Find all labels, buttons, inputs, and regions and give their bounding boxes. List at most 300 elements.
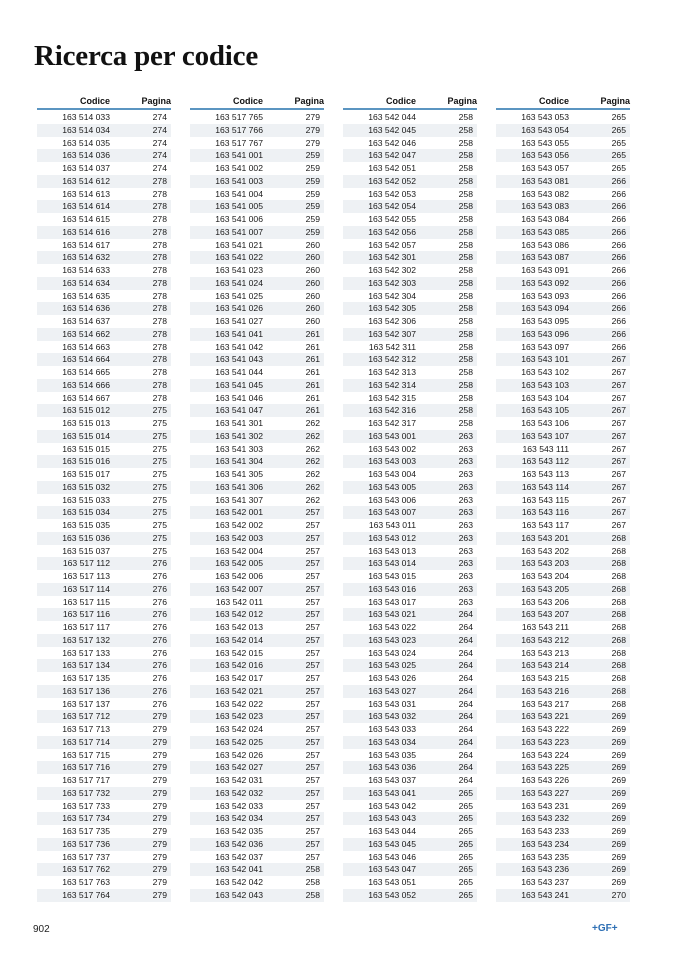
table-row — [190, 621, 324, 634]
code-cell: 163 517 134 — [62, 660, 110, 671]
table-row — [343, 353, 477, 366]
page-cell: 263 — [458, 507, 473, 518]
code-cell: 163 542 312 — [368, 354, 416, 365]
table-row — [343, 162, 477, 175]
page-cell: 265 — [611, 150, 626, 161]
code-cell: 163 543 092 — [521, 277, 569, 288]
code-cell: 163 543 091 — [521, 265, 569, 275]
code-cell: 163 514 612 — [62, 175, 110, 186]
code-cell: 163 515 014 — [62, 430, 110, 441]
table-row — [343, 213, 477, 226]
table-row — [343, 251, 477, 264]
code-cell: 163 514 667 — [62, 392, 110, 403]
code-cell: 163 542 047 — [368, 150, 416, 161]
index-column-4 — [496, 95, 630, 902]
table-row — [190, 302, 324, 315]
table-row — [343, 341, 477, 354]
page-cell: 258 — [458, 150, 473, 161]
table-row — [37, 838, 171, 851]
code-cell: 163 542 001 — [215, 507, 263, 518]
code-cell: 163 543 205 — [521, 583, 569, 594]
code-cell: 163 542 037 — [215, 851, 263, 862]
code-cell: 163 543 036 — [368, 762, 416, 773]
code-cell: 163 542 027 — [215, 762, 263, 773]
code-cell: 163 514 665 — [62, 367, 110, 377]
code-cell: 163 542 032 — [215, 787, 263, 798]
table-row — [190, 532, 324, 545]
code-cell: 163 542 026 — [215, 749, 263, 760]
code-cell: 163 542 017 — [215, 673, 263, 683]
code-cell: 163 543 026 — [368, 673, 416, 683]
code-cell: 163 542 302 — [368, 265, 416, 275]
table-row — [190, 213, 324, 226]
table-row — [37, 519, 171, 532]
table-row — [496, 290, 630, 303]
page-cell: 266 — [611, 328, 626, 339]
index-column-2 — [190, 95, 324, 902]
code-cell: 163 543 046 — [368, 851, 416, 862]
page-cell: 263 — [458, 494, 473, 505]
code-cell: 163 542 007 — [215, 583, 263, 594]
code-cell: 163 543 241 — [521, 889, 569, 900]
rows-container — [496, 111, 630, 902]
table-row — [37, 761, 171, 774]
code-cell: 163 517 734 — [62, 813, 110, 824]
table-row — [37, 710, 171, 723]
code-cell: 163 543 037 — [368, 775, 416, 785]
page-cell: 266 — [611, 226, 626, 237]
page-cell: 275 — [152, 545, 167, 556]
page-cell: 278 — [152, 379, 167, 390]
table-row — [496, 175, 630, 188]
page-cell: 257 — [305, 609, 320, 620]
page-cell: 258 — [458, 316, 473, 326]
code-cell: 163 542 034 — [215, 813, 263, 824]
table-row — [190, 608, 324, 621]
table-row — [190, 328, 324, 341]
table-row — [190, 404, 324, 417]
code-cell: 163 542 011 — [215, 596, 263, 607]
table-row — [496, 481, 630, 494]
table-row — [343, 277, 477, 290]
rows-container — [37, 111, 171, 902]
page-cell: 274 — [152, 150, 167, 161]
table-row — [190, 851, 324, 864]
code-cell: 163 541 301 — [215, 418, 263, 428]
page-cell: 279 — [152, 800, 167, 811]
page-cell: 279 — [305, 112, 320, 122]
table-row — [190, 124, 324, 137]
code-cell: 163 541 045 — [215, 379, 263, 390]
table-row — [343, 876, 477, 889]
table-row — [343, 774, 477, 787]
brand-logo: +GF+ — [592, 923, 618, 934]
page-cell: 269 — [611, 749, 626, 760]
page-cell: 258 — [458, 290, 473, 301]
table-row — [190, 723, 324, 736]
table-row — [496, 137, 630, 150]
table-row — [496, 634, 630, 647]
page-cell: 263 — [458, 443, 473, 454]
page-cell: 257 — [305, 660, 320, 671]
page-cell: 278 — [152, 175, 167, 186]
code-cell: 163 543 083 — [521, 201, 569, 212]
page-cell: 258 — [458, 137, 473, 148]
page-cell: 278 — [152, 239, 167, 250]
page-cell: 257 — [305, 558, 320, 569]
table-row — [190, 430, 324, 443]
code-cell: 163 543 202 — [521, 545, 569, 556]
page-cell: 257 — [305, 571, 320, 581]
table-row — [190, 162, 324, 175]
table-row — [190, 876, 324, 889]
code-cell: 163 542 042 — [215, 877, 263, 887]
code-cell: 163 543 054 — [521, 124, 569, 135]
table-row — [343, 302, 477, 315]
table-row — [343, 532, 477, 545]
page-cell: 269 — [611, 724, 626, 734]
table-row — [343, 863, 477, 876]
table-row — [496, 596, 630, 609]
code-cell: 163 541 044 — [215, 367, 263, 377]
table-row — [37, 647, 171, 660]
page-cell: 276 — [152, 698, 167, 709]
page-cell: 266 — [611, 277, 626, 288]
page-cell: 268 — [611, 558, 626, 569]
table-row — [190, 889, 324, 902]
code-cell: 163 543 201 — [521, 532, 569, 543]
page-cell: 269 — [611, 838, 626, 849]
code-cell: 163 543 216 — [521, 685, 569, 696]
page-cell: 269 — [611, 800, 626, 811]
code-cell: 163 517 112 — [62, 558, 110, 569]
table-row — [343, 379, 477, 392]
page-cell: 279 — [152, 851, 167, 862]
page-cell: 258 — [305, 877, 320, 887]
table-row — [37, 162, 171, 175]
page-cell: 259 — [305, 188, 320, 199]
page-cell: 268 — [611, 622, 626, 632]
code-cell: 163 515 016 — [62, 456, 110, 467]
page-cell: 259 — [305, 214, 320, 224]
page-cell: 259 — [305, 226, 320, 237]
table-row — [190, 838, 324, 851]
code-cell: 163 543 043 — [368, 813, 416, 824]
code-cell: 163 515 017 — [62, 469, 110, 479]
table-row — [37, 277, 171, 290]
page-cell: 278 — [152, 265, 167, 275]
page-cell: 257 — [305, 685, 320, 696]
code-cell: 163 542 004 — [215, 545, 263, 556]
table-row — [496, 430, 630, 443]
code-cell: 163 543 231 — [521, 800, 569, 811]
code-cell: 163 543 053 — [521, 112, 569, 122]
code-cell: 163 543 234 — [521, 838, 569, 849]
code-cell: 163 543 111 — [522, 443, 569, 454]
code-cell: 163 515 012 — [62, 405, 110, 416]
page-cell: 260 — [305, 277, 320, 288]
table-row — [496, 838, 630, 851]
code-cell: 163 542 035 — [215, 826, 263, 836]
page-cell: 258 — [458, 367, 473, 377]
table-row — [496, 506, 630, 519]
table-row — [190, 787, 324, 800]
page-cell: 261 — [305, 341, 320, 352]
table-row — [496, 647, 630, 660]
page-cell: 257 — [305, 787, 320, 798]
column-header — [37, 95, 171, 110]
code-cell: 163 514 616 — [62, 226, 110, 237]
table-row — [343, 239, 477, 252]
column-header — [190, 95, 324, 110]
table-row — [190, 825, 324, 838]
table-row — [496, 251, 630, 264]
table-row — [190, 200, 324, 213]
code-cell: 163 542 315 — [368, 392, 416, 403]
table-row — [343, 621, 477, 634]
table-row — [190, 111, 324, 124]
table-row — [343, 749, 477, 762]
page-cell: 258 — [458, 354, 473, 365]
page-cell: 262 — [305, 430, 320, 441]
table-row — [496, 876, 630, 889]
page-cell: 263 — [458, 520, 473, 530]
table-row — [37, 749, 171, 762]
page-cell: 266 — [611, 188, 626, 199]
code-cell: 163 543 086 — [521, 239, 569, 250]
table-row — [37, 723, 171, 736]
table-row — [190, 137, 324, 150]
table-row — [37, 124, 171, 137]
page-cell: 258 — [458, 163, 473, 173]
page-cell: 258 — [458, 341, 473, 352]
page-cell: 257 — [305, 622, 320, 632]
page-cell: 267 — [611, 430, 626, 441]
code-cell: 163 514 033 — [62, 112, 110, 122]
table-row — [190, 239, 324, 252]
table-row — [37, 570, 171, 583]
code-cell: 163 517 764 — [62, 889, 110, 900]
page-cell: 266 — [611, 303, 626, 314]
code-cell: 163 541 027 — [215, 316, 263, 326]
page-cell: 260 — [305, 252, 320, 263]
table-row — [496, 379, 630, 392]
page-cell: 264 — [458, 622, 473, 632]
code-cell: 163 541 002 — [215, 163, 263, 173]
table-row — [37, 200, 171, 213]
page-cell: 257 — [305, 545, 320, 556]
code-cell: 163 514 613 — [62, 188, 110, 199]
header-code: Codice — [385, 96, 416, 106]
page-cell: 265 — [458, 889, 473, 900]
code-cell: 163 543 011 — [368, 520, 416, 530]
page-cell: 265 — [458, 800, 473, 811]
table-row — [343, 812, 477, 825]
table-row — [190, 379, 324, 392]
table-row — [190, 710, 324, 723]
page-cell: 279 — [305, 124, 320, 135]
table-row — [37, 494, 171, 507]
table-row — [496, 200, 630, 213]
table-row — [496, 366, 630, 379]
page-cell: 264 — [458, 736, 473, 747]
page-cell: 274 — [152, 137, 167, 148]
code-cell: 163 542 314 — [368, 379, 416, 390]
page-cell: 279 — [152, 724, 167, 734]
code-cell: 163 541 005 — [215, 201, 263, 212]
page-cell: 264 — [458, 724, 473, 734]
code-cell: 163 543 103 — [521, 379, 569, 390]
page-cell: 266 — [611, 214, 626, 224]
page-cell: 261 — [305, 367, 320, 377]
page-cell: 278 — [152, 354, 167, 365]
code-cell: 163 543 093 — [521, 290, 569, 301]
code-cell: 163 542 057 — [368, 239, 416, 250]
table-row — [496, 608, 630, 621]
code-cell: 163 543 106 — [521, 418, 569, 428]
page-cell: 258 — [458, 226, 473, 237]
code-cell: 163 541 021 — [215, 239, 263, 250]
table-row — [343, 455, 477, 468]
table-row — [37, 685, 171, 698]
page-cell: 265 — [611, 163, 626, 173]
code-cell: 163 542 056 — [368, 226, 416, 237]
page-cell: 267 — [611, 494, 626, 505]
code-cell: 163 543 014 — [368, 558, 416, 569]
table-row — [190, 417, 324, 430]
code-cell: 163 543 027 — [368, 685, 416, 696]
table-row — [190, 251, 324, 264]
table-row — [190, 685, 324, 698]
page-cell: 261 — [305, 328, 320, 339]
table-row — [37, 404, 171, 417]
table-row — [496, 787, 630, 800]
code-cell: 163 517 716 — [62, 762, 110, 773]
page-cell: 268 — [611, 596, 626, 607]
table-row — [37, 251, 171, 264]
code-cell: 163 517 135 — [62, 673, 110, 683]
code-cell: 163 515 013 — [62, 418, 110, 428]
table-row — [343, 710, 477, 723]
table-row — [190, 175, 324, 188]
page-cell: 264 — [458, 660, 473, 671]
page-cell: 265 — [458, 813, 473, 824]
code-cell: 163 543 227 — [521, 787, 569, 798]
table-row — [496, 812, 630, 825]
code-cell: 163 542 301 — [368, 252, 416, 263]
table-row — [496, 353, 630, 366]
page-cell: 261 — [305, 379, 320, 390]
table-row — [496, 162, 630, 175]
code-cell: 163 542 006 — [215, 571, 263, 581]
page-cell: 257 — [305, 724, 320, 734]
page-cell: 258 — [458, 188, 473, 199]
table-row — [343, 404, 477, 417]
table-row — [343, 111, 477, 124]
table-row — [37, 417, 171, 430]
table-row — [343, 596, 477, 609]
table-row — [343, 264, 477, 277]
page-cell: 265 — [458, 787, 473, 798]
page-cell: 268 — [611, 532, 626, 543]
table-row — [37, 328, 171, 341]
page-cell: 257 — [305, 749, 320, 760]
page-cell: 266 — [611, 201, 626, 212]
table-row — [37, 379, 171, 392]
code-cell: 163 517 763 — [62, 877, 110, 887]
code-cell: 163 543 057 — [521, 163, 569, 173]
code-cell: 163 514 633 — [62, 265, 110, 275]
code-cell: 163 514 035 — [62, 137, 110, 148]
page-cell: 258 — [458, 405, 473, 416]
page-cell: 257 — [305, 520, 320, 530]
page-cell: 275 — [152, 418, 167, 428]
code-cell: 163 543 006 — [368, 494, 416, 505]
code-cell: 163 543 114 — [521, 481, 569, 492]
code-cell: 163 543 214 — [521, 660, 569, 671]
table-row — [37, 812, 171, 825]
code-cell: 163 543 051 — [368, 877, 416, 887]
code-cell: 163 542 316 — [368, 405, 416, 416]
page-cell: 278 — [152, 316, 167, 326]
page-cell: 264 — [458, 609, 473, 620]
table-row — [190, 481, 324, 494]
page-cell: 268 — [611, 634, 626, 645]
code-cell: 163 515 033 — [62, 494, 110, 505]
page-cell: 278 — [152, 277, 167, 288]
table-row — [496, 557, 630, 570]
code-cell: 163 543 022 — [368, 622, 416, 632]
page-cell: 278 — [152, 341, 167, 352]
page-cell: 257 — [305, 851, 320, 862]
table-row — [343, 583, 477, 596]
code-cell: 163 541 026 — [215, 303, 263, 314]
table-row — [37, 532, 171, 545]
table-row — [37, 111, 171, 124]
page-cell: 258 — [458, 379, 473, 390]
table-row — [37, 889, 171, 902]
code-cell: 163 541 042 — [215, 341, 263, 352]
code-cell: 163 543 224 — [521, 749, 569, 760]
page-cell: 268 — [611, 583, 626, 594]
code-cell: 163 543 003 — [368, 456, 416, 467]
table-row — [496, 532, 630, 545]
page-cell: 258 — [458, 239, 473, 250]
code-cell: 163 543 081 — [521, 175, 569, 186]
code-cell: 163 515 035 — [62, 520, 110, 530]
table-row — [37, 825, 171, 838]
page-cell: 266 — [611, 239, 626, 250]
table-row — [343, 226, 477, 239]
code-cell: 163 543 032 — [368, 711, 416, 722]
code-cell: 163 543 213 — [521, 647, 569, 658]
table-row — [190, 149, 324, 162]
table-row — [343, 519, 477, 532]
code-cell: 163 541 006 — [215, 214, 263, 224]
table-row — [37, 659, 171, 672]
page-cell: 269 — [611, 787, 626, 798]
code-cell: 163 542 013 — [215, 622, 263, 632]
table-row — [496, 404, 630, 417]
page-cell: 275 — [152, 494, 167, 505]
page-cell: 268 — [611, 698, 626, 709]
page-cell: 261 — [305, 354, 320, 365]
code-cell: 163 542 045 — [368, 124, 416, 135]
table-row — [496, 825, 630, 838]
code-cell: 163 543 055 — [521, 137, 569, 148]
code-cell: 163 517 737 — [62, 851, 110, 862]
code-cell: 163 543 085 — [521, 226, 569, 237]
